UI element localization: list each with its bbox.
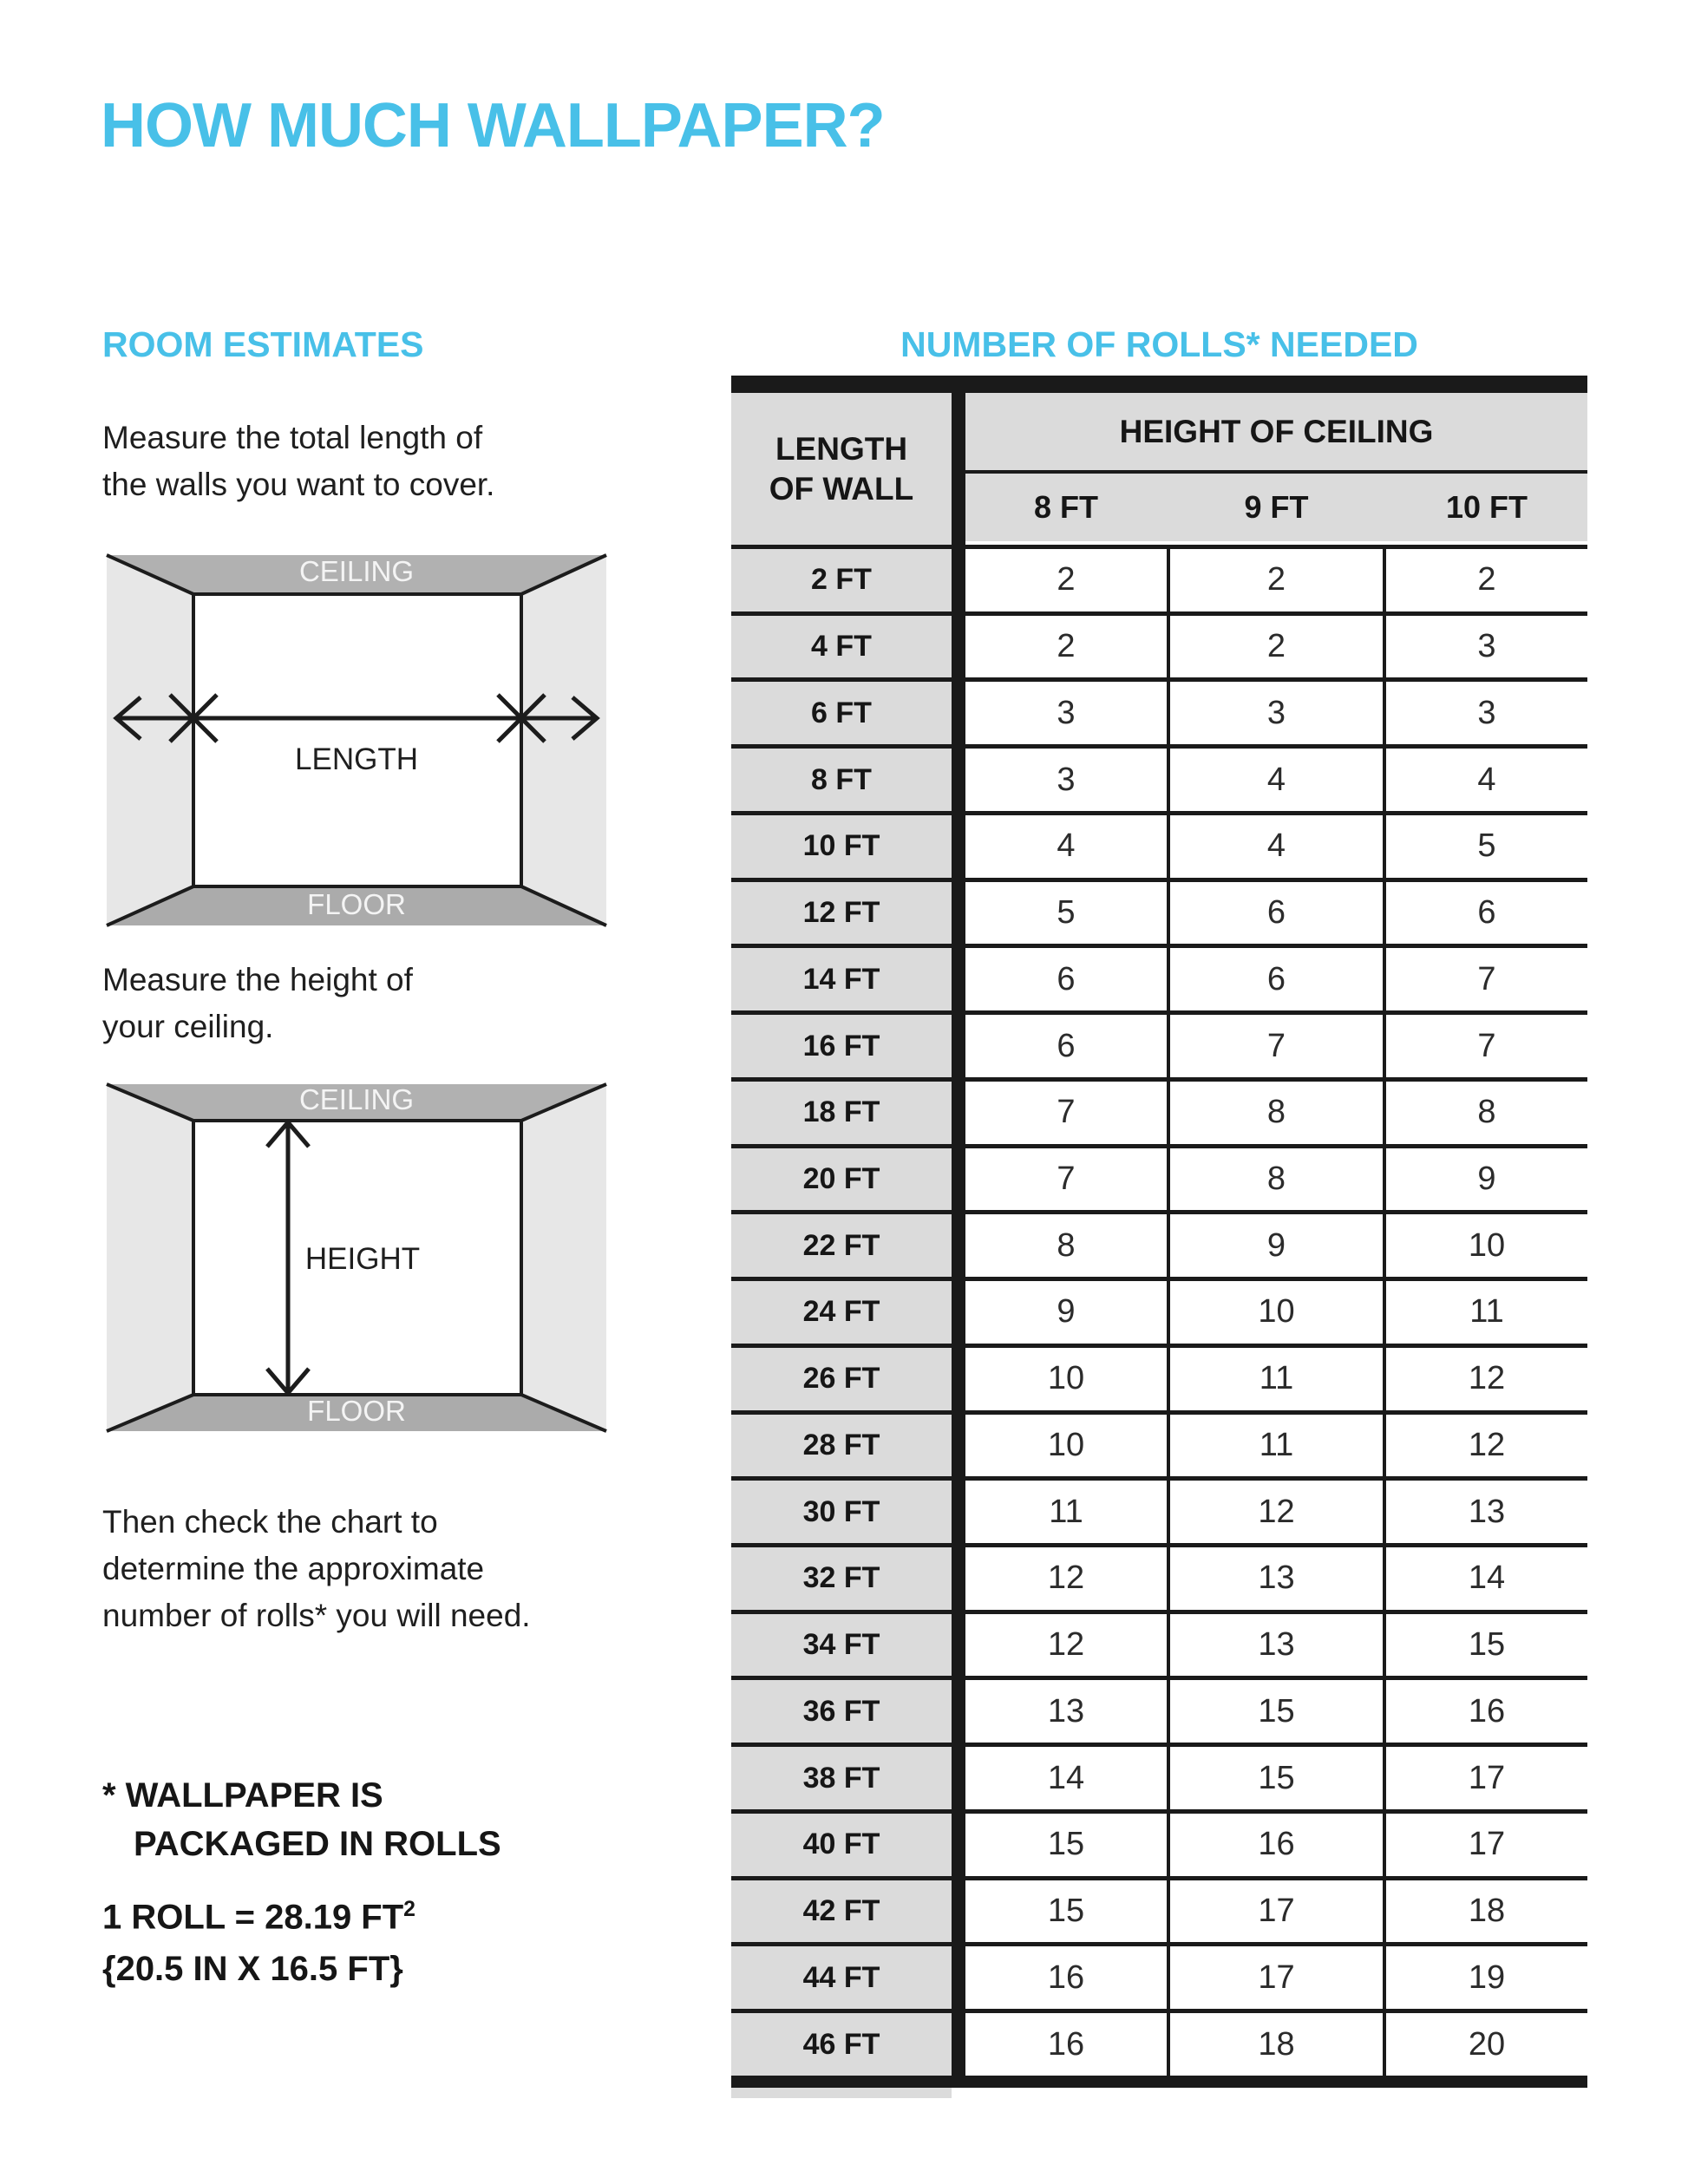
cell-10ft: 13 — [1386, 1481, 1587, 1543]
row-divider — [952, 1281, 965, 1344]
row-label: 12 FT — [731, 882, 952, 945]
length-label: LENGTH — [295, 742, 418, 776]
row-divider — [952, 815, 965, 878]
table-row — [731, 1676, 1587, 1743]
cell-8ft: 6 — [965, 948, 1167, 1010]
row-label: 28 FT — [731, 1415, 952, 1477]
cell-10ft: 14 — [1386, 1547, 1587, 1610]
cell-8ft: 7 — [965, 1082, 1167, 1144]
cell-9ft: 6 — [1170, 882, 1383, 945]
table-row — [731, 677, 1587, 744]
column-header-8ft: 8 FT — [1033, 489, 1098, 525]
table-row — [731, 944, 1587, 1010]
cell-8ft: 10 — [965, 1348, 1167, 1410]
right-wall-surface — [521, 1084, 606, 1431]
cell-10ft: 5 — [1386, 815, 1587, 878]
row-label: 14 FT — [731, 948, 952, 1010]
row-label: 30 FT — [731, 1481, 952, 1543]
cell-8ft: 12 — [965, 1547, 1167, 1610]
row-divider — [952, 549, 965, 611]
roll-size-line2: {20.5 IN X 16.5 FT} — [102, 1950, 403, 1989]
cell-8ft: 13 — [965, 1680, 1167, 1743]
row-divider — [952, 1614, 965, 1677]
instruction-height-line1: Measure the height of — [102, 962, 413, 997]
row-divider — [952, 1481, 965, 1543]
cell-8ft: 14 — [965, 1747, 1167, 1809]
cell-9ft: 2 — [1170, 549, 1383, 611]
cell-10ft: 16 — [1386, 1680, 1587, 1743]
cell-9ft: 9 — [1170, 1214, 1383, 1277]
cell-10ft: 17 — [1386, 1747, 1587, 1809]
cell-10ft: 15 — [1386, 1614, 1587, 1677]
cell-10ft: 17 — [1386, 1814, 1587, 1876]
cell-10ft: 9 — [1386, 1148, 1587, 1211]
header-divider — [952, 393, 965, 545]
length-of-wall-header — [731, 393, 952, 545]
table-bottom-border — [731, 2076, 1587, 2088]
cell-9ft: 8 — [1170, 1082, 1383, 1144]
table-row — [731, 811, 1587, 878]
row-label: 32 FT — [731, 1547, 952, 1610]
row-divider — [952, 882, 965, 945]
cell-9ft: 16 — [1170, 1814, 1383, 1876]
row-label: 4 FT — [731, 616, 952, 678]
length-of-wall-line1: LENGTH — [775, 430, 908, 467]
cell-8ft: 16 — [965, 2013, 1167, 2076]
cell-10ft: 11 — [1386, 1281, 1587, 1344]
table-row — [731, 1277, 1587, 1344]
cell-9ft: 4 — [1170, 749, 1383, 811]
table-row — [731, 1077, 1587, 1144]
room-estimates-heading: ROOM ESTIMATES — [102, 324, 424, 364]
row-divider — [952, 1082, 965, 1144]
table-row — [731, 1210, 1587, 1277]
table-top-border — [731, 376, 1587, 393]
cell-9ft: 13 — [1170, 1547, 1383, 1610]
cell-8ft: 11 — [965, 1481, 1167, 1543]
cell-9ft: 11 — [1170, 1348, 1383, 1410]
floor-label: FLOOR — [307, 888, 406, 920]
row-label: 46 FT — [731, 2013, 952, 2076]
row-label: 10 FT — [731, 815, 952, 878]
roll-size-line1: 1 ROLL = 28.19 $FT^2$ — [102, 1898, 415, 1937]
cell-8ft: 3 — [965, 682, 1167, 744]
cell-8ft: 16 — [965, 1946, 1167, 2009]
instruction-chart-line3: number of rolls* you will need. — [102, 1598, 531, 1633]
cell-10ft: 2 — [1386, 549, 1587, 611]
table-row — [731, 545, 1587, 611]
cell-9ft: 15 — [1170, 1680, 1383, 1743]
row-label: 22 FT — [731, 1214, 952, 1277]
table-row — [731, 611, 1587, 678]
row-label: 24 FT — [731, 1281, 952, 1344]
table-row — [731, 744, 1587, 811]
cell-8ft: 2 — [965, 549, 1167, 611]
superscript-2: 2 — [403, 1898, 415, 1921]
rolls-needed-heading: NUMBER OF ROLLS* NEEDED — [900, 324, 1418, 364]
cell-8ft: 15 — [965, 1880, 1167, 1943]
cell-10ft: 19 — [1386, 1946, 1587, 2009]
height-of-ceiling-header: HEIGHT OF CEILING — [965, 393, 1587, 474]
room-length-diagram — [102, 551, 611, 930]
row-label: 26 FT — [731, 1348, 952, 1410]
cell-10ft: 4 — [1386, 749, 1587, 811]
row-divider — [952, 1348, 965, 1410]
row-divider — [952, 2013, 965, 2076]
ceiling-label: CEILING — [298, 1083, 415, 1115]
cell-8ft: 8 — [965, 1214, 1167, 1277]
floor-label: FLOOR — [307, 1395, 406, 1427]
row-divider — [952, 616, 965, 678]
table-row — [731, 1809, 1587, 1876]
cell-8ft: 5 — [965, 882, 1167, 945]
cell-10ft: 3 — [1386, 616, 1587, 678]
table-row — [731, 1144, 1587, 1211]
row-divider — [952, 1880, 965, 1943]
roll-size-note — [102, 1884, 415, 1995]
cell-9ft: 15 — [1170, 1747, 1383, 1809]
cell-10ft: 20 — [1386, 2013, 1587, 2076]
column-header-9ft: 9 FT — [1244, 489, 1309, 525]
page-title: HOW MUCH WALLPAPER? — [101, 91, 885, 160]
instruction-length-line2: the walls you want to cover. — [102, 467, 495, 502]
row-divider — [952, 1015, 965, 1077]
cell-10ft: 6 — [1386, 882, 1587, 945]
instruction-length-line1: Measure the total length of — [102, 420, 483, 455]
table-row — [731, 2009, 1587, 2076]
cell-9ft: 2 — [1170, 616, 1383, 678]
height-label: HEIGHT — [304, 1242, 421, 1276]
row-divider — [952, 1547, 965, 1610]
cell-9ft: 10 — [1170, 1281, 1383, 1344]
ceiling-subheader-row — [965, 474, 1587, 541]
row-divider — [952, 948, 965, 1010]
packaging-note-line2: PACKAGED IN ROLLS — [134, 1825, 501, 1863]
row-divider — [952, 1415, 965, 1477]
table-row — [731, 1010, 1587, 1077]
row-label: 18 FT — [731, 1082, 952, 1144]
cell-9ft: 3 — [1170, 682, 1383, 744]
row-label: 34 FT — [731, 1614, 952, 1677]
instruction-height — [102, 957, 413, 1050]
row-label: 16 FT — [731, 1015, 952, 1077]
cell-9ft: 18 — [1170, 2013, 1383, 2076]
row-label: 8 FT — [731, 749, 952, 811]
row-divider — [952, 1814, 965, 1876]
instruction-chart-line2: determine the approximate — [102, 1551, 485, 1586]
cell-8ft: 2 — [965, 616, 1167, 678]
row-label: 20 FT — [731, 1148, 952, 1211]
cell-9ft: 17 — [1170, 1880, 1383, 1943]
row-divider — [952, 1680, 965, 1743]
cell-8ft: 9 — [965, 1281, 1167, 1344]
length-of-wall-line2: OF WALL — [769, 470, 914, 507]
packaging-note — [102, 1771, 501, 1868]
cell-9ft: 11 — [1170, 1415, 1383, 1477]
cell-8ft: 12 — [965, 1614, 1167, 1677]
cell-9ft: 12 — [1170, 1481, 1383, 1543]
cell-10ft: 8 — [1386, 1082, 1587, 1144]
row-label: 42 FT — [731, 1880, 952, 1943]
room-height-diagram — [102, 1080, 611, 1435]
cell-8ft: 7 — [965, 1148, 1167, 1211]
row-label: 44 FT — [731, 1946, 952, 2009]
instruction-chart-line1: Then check the chart to — [102, 1504, 438, 1540]
instruction-height-line2: your ceiling. — [102, 1009, 274, 1044]
gray-column-stub — [731, 2088, 952, 2098]
row-divider — [952, 1214, 965, 1277]
cell-8ft: 3 — [965, 749, 1167, 811]
cell-9ft: 6 — [1170, 948, 1383, 1010]
table-row — [731, 1543, 1587, 1610]
cell-10ft: 12 — [1386, 1415, 1587, 1477]
left-wall-surface — [107, 1084, 193, 1431]
cell-8ft: 6 — [965, 1015, 1167, 1077]
table-row — [731, 1410, 1587, 1477]
row-divider — [952, 1747, 965, 1809]
right-wall-surface — [521, 555, 606, 925]
table-row — [731, 1743, 1587, 1809]
rolls-table — [731, 376, 1587, 2098]
row-label: 6 FT — [731, 682, 952, 744]
packaging-note-line1: * WALLPAPER IS — [102, 1776, 383, 1815]
table-row — [731, 878, 1587, 945]
ceiling-header-block — [965, 393, 1587, 545]
row-divider — [952, 682, 965, 744]
cell-10ft: 7 — [1386, 1015, 1587, 1077]
row-divider — [952, 1148, 965, 1211]
cell-9ft: 8 — [1170, 1148, 1383, 1211]
cell-10ft: 10 — [1386, 1214, 1587, 1277]
instruction-chart — [102, 1499, 531, 1639]
cell-9ft: 4 — [1170, 815, 1383, 878]
cell-10ft: 3 — [1386, 682, 1587, 744]
row-divider — [952, 749, 965, 811]
table-row — [731, 1476, 1587, 1543]
cell-9ft: 17 — [1170, 1946, 1383, 2009]
cell-10ft: 7 — [1386, 948, 1587, 1010]
instruction-length — [102, 415, 494, 508]
cell-8ft: 10 — [965, 1415, 1167, 1477]
row-divider — [952, 1946, 965, 2009]
row-label: 38 FT — [731, 1747, 952, 1809]
table-row — [731, 1942, 1587, 2009]
cell-9ft: 13 — [1170, 1614, 1383, 1677]
cell-8ft: 15 — [965, 1814, 1167, 1876]
cell-9ft: 7 — [1170, 1015, 1383, 1077]
cell-10ft: 18 — [1386, 1880, 1587, 1943]
row-label: 2 FT — [731, 549, 952, 611]
table-row — [731, 1876, 1587, 1943]
table-row — [731, 1610, 1587, 1677]
ceiling-label: CEILING — [298, 555, 415, 587]
row-label: 40 FT — [731, 1814, 952, 1876]
column-header-10ft: 10 FT — [1445, 489, 1528, 525]
left-wall-surface — [107, 555, 193, 925]
table-header — [731, 393, 1587, 545]
cell-10ft: 12 — [1386, 1348, 1587, 1410]
row-label: 36 FT — [731, 1680, 952, 1743]
back-wall — [193, 594, 521, 886]
table-row — [731, 1344, 1587, 1410]
table-rows — [731, 545, 1587, 2076]
cell-8ft: 4 — [965, 815, 1167, 878]
